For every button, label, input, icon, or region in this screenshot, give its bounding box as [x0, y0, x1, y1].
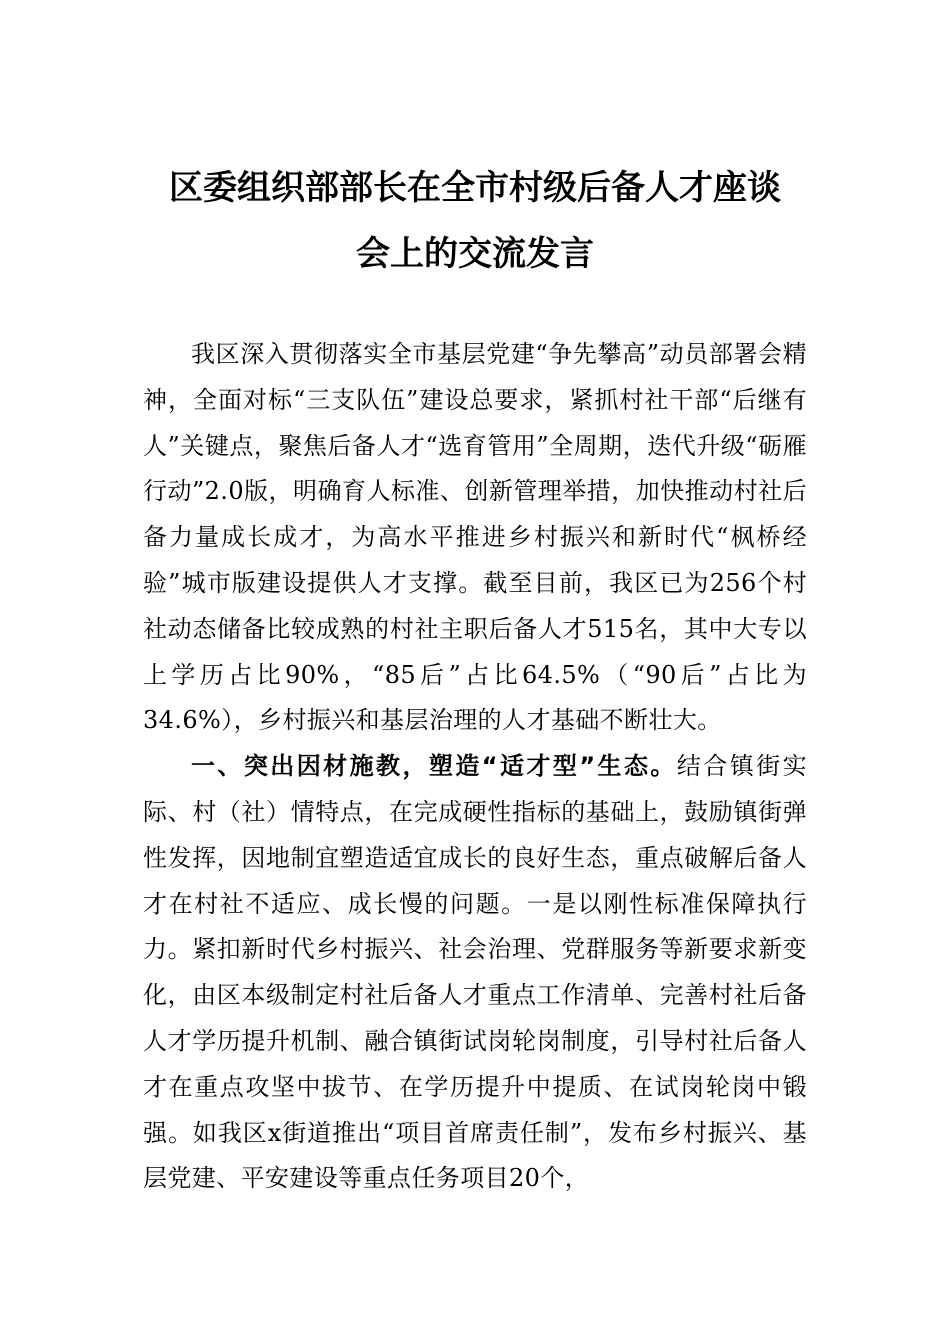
section-one-heading: 一、突出因材施教，塑造“适才型”生态。 [191, 752, 677, 781]
document-body [143, 332, 807, 1202]
intro-paragraph: 我区深入贯彻落实全市基层党建“争先攀高”动员部署会精神，全面对标“三支队伍”建设总要求，紧抓村社干部“后继有人”关键点，聚焦后备人才“选育管用”全周期，迭代升级“砺雁行动”2.0版，明确育人标准、创新管理举措，加快推动村社后备力量成长成才，为高水平推进乡村振兴和新时代“枫桥经验”城市版建设提供人才支撑。截至目前，我区已为256个村社动态储备比较成熟的村社主职后备人才515名，其中大专以上学历占比90%，“85后”占比64.5%（“90后”占比为34.6%），乡村振兴和基层治理的人才基础不断壮大。 [143, 340, 807, 735]
section-one-text: 结合镇街实际、村（社）情特点，在完成硬性指标的基础上，鼓励镇街弹性发挥，因地制宜塑造适宜成长的良好生态，重点破解后备人才在村社不适应、成长慢的问题。一是以刚性标准保障执行力。紧扣新时代乡村振兴、社会治理、党群服务等新要求新变化，由区本级制定村社后备人才重点工作清单、完善村社后备人才学历提升机制、融合镇街试岗轮岗制度，引导村社后备人才在重点攻坚中拔节、在学历提升中提质、在试岗轮岗中锻强。如我区x街道推出“项目首席责任制”，发布乡村振兴、基层党建、平安建设等重点任务项目20个， [143, 752, 807, 1193]
section-one-paragraph [143, 744, 807, 1202]
document-title-line-1: 区委组织部部长在全市村级后备人才座谈 [169, 168, 781, 208]
document-title-line-2: 会上的交流发言 [356, 234, 594, 274]
